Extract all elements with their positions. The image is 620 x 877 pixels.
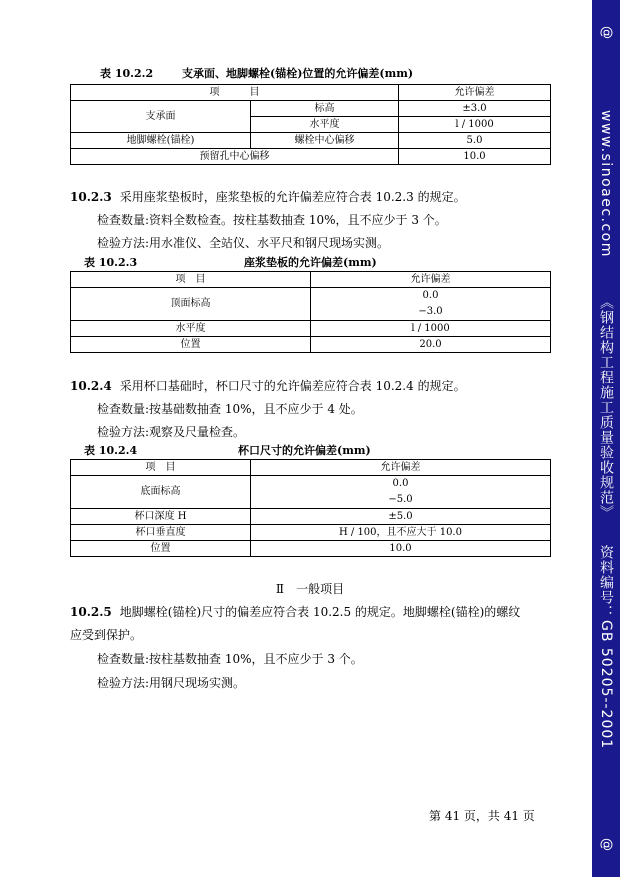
item-cell: 水平度	[71, 321, 311, 337]
item-cell: 水平度	[251, 117, 399, 133]
table-number: 表 10.2.2	[100, 67, 154, 80]
table-10-2-2-caption	[70, 66, 413, 82]
check-method: 检验方法:用水准仪、全站仪、水平尺和钢尺现场实测。	[97, 236, 390, 250]
check-quantity: 检查数量:资料全数检查。按柱基数抽查 10%，且不应少于 3 个。	[97, 213, 447, 227]
item-cell: 标高	[251, 101, 399, 117]
value-cell: ±5.0	[251, 509, 551, 525]
value-cell	[311, 288, 551, 321]
table-10-2-2	[70, 84, 551, 165]
clause-text: 采用座浆垫板时，座浆垫板的允许偏差应符合表 10.2.3 的规定。	[119, 190, 466, 204]
value-cell: 5.0	[399, 133, 551, 149]
item-cell: 位置	[71, 337, 311, 353]
table-title: 杯口尺寸的允许偏差(mm)	[238, 444, 371, 457]
table-10-2-3	[70, 271, 551, 353]
item-cell: 位置	[71, 541, 251, 557]
clause-10-2-3	[70, 187, 550, 207]
value-lower: −5.0	[388, 494, 413, 505]
value-upper: 0.0	[392, 478, 409, 489]
value-cell: 20.0	[311, 337, 551, 353]
value-upper: 0.0	[422, 290, 439, 301]
clause-number: 10.2.4	[70, 379, 112, 393]
item-cell: 预留孔中心偏移	[71, 149, 399, 165]
clause-text-line2: 应受到保护。	[70, 628, 143, 642]
check-method: 检验方法:用钢尺现场实测。	[97, 676, 246, 690]
item-cell: 底面标高	[71, 476, 251, 509]
header-item: 项 目	[71, 85, 399, 101]
value-cell: 10.0	[399, 149, 551, 165]
header-item: 项 目	[71, 460, 251, 476]
document-code: 资料编号：GB 50205--2001	[598, 545, 614, 750]
header-tolerance: 允许偏差	[311, 272, 551, 288]
at-sign-bottom: @	[599, 838, 614, 851]
clause-number: 10.2.3	[70, 190, 112, 204]
header-tolerance: 允许偏差	[251, 460, 551, 476]
table-title: 支承面、地脚螺栓(锚栓)位置的允许偏差(mm)	[182, 67, 414, 80]
item-cell: 杯口垂直度	[71, 525, 251, 541]
value-lower: −3.0	[418, 306, 443, 317]
value-cell: 10.0	[251, 541, 551, 557]
group-cell: 地脚螺栓(锚栓)	[71, 133, 251, 149]
sidebar-band	[592, 0, 620, 877]
clause-number: 10.2.5	[70, 605, 112, 619]
check-method: 检验方法:观察及尺量检查。	[97, 425, 246, 439]
table-title: 座浆垫板的允许偏差(mm)	[244, 256, 377, 269]
check-quantity: 检查数量:按基础数抽查 10%，且不应少于 4 处。	[97, 402, 363, 416]
value-cell: l / 1000	[399, 117, 551, 133]
header-item: 项 目	[71, 272, 311, 288]
table-number: 表 10.2.3	[84, 256, 138, 269]
table-10-2-4-caption	[70, 443, 371, 459]
value-cell: l / 1000	[311, 321, 551, 337]
value-cell: H / 100，且不应大于 10.0	[251, 525, 551, 541]
check-quantity: 检查数量:按柱基数抽查 10%，且不应少于 3 个。	[97, 652, 363, 666]
page-number: 第 41 页，共 41 页	[429, 809, 535, 823]
at-sign-top: @	[599, 26, 614, 39]
value-cell: ±3.0	[399, 101, 551, 117]
table-10-2-4	[70, 459, 551, 557]
item-cell: 螺栓中心偏移	[251, 133, 399, 149]
item-cell: 杯口深度 H	[71, 509, 251, 525]
value-cell	[251, 476, 551, 509]
group-cell: 支承面	[71, 101, 251, 133]
clause-text: 采用杯口基础时，杯口尺寸的允许偏差应符合表 10.2.4 的规定。	[119, 379, 466, 393]
item-cell: 顶面标高	[71, 288, 311, 321]
table-number: 表 10.2.4	[84, 444, 138, 457]
table-10-2-3-caption	[70, 255, 377, 271]
website-url: www.sinoaec.com	[598, 110, 614, 258]
document-title: 《钢结构工程施工质量验收规范》	[598, 295, 614, 520]
clause-10-2-4	[70, 376, 550, 396]
clause-text-line1: 地脚螺栓(锚栓)尺寸的偏差应符合表 10.2.5 的规定。地脚螺栓(锚栓)的螺纹	[119, 605, 521, 619]
clause-10-2-5	[70, 602, 550, 622]
header-tolerance: 允许偏差	[399, 85, 551, 101]
section-heading: Ⅱ 一般项目	[275, 582, 345, 596]
